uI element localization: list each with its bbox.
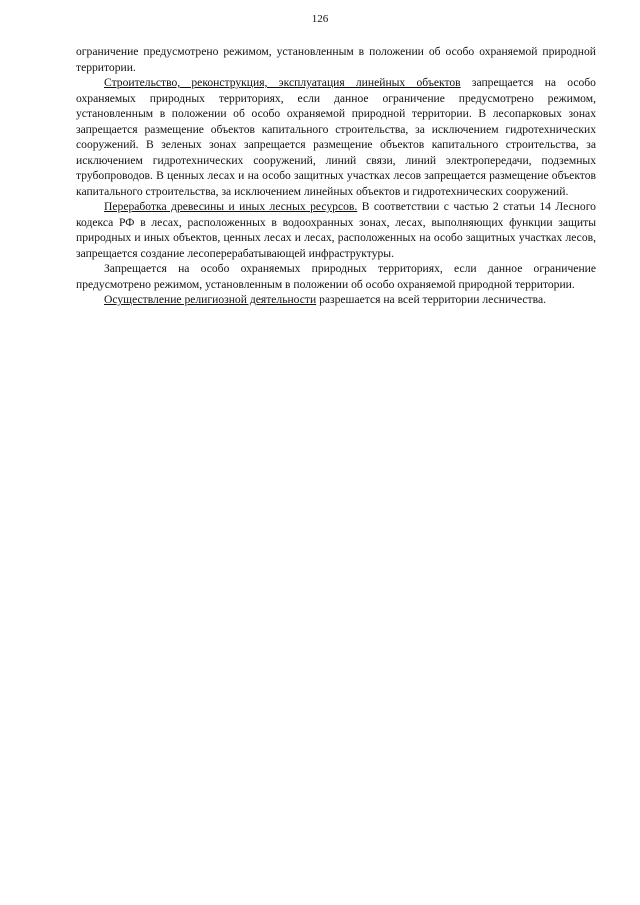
paragraph-heading: Осуществление религиозной деятельности (104, 293, 317, 306)
document-body (76, 44, 596, 308)
page-number: 126 (311, 13, 329, 25)
paragraph-heading: Строительство, реконструкция, эксплуатация линейных объектов (104, 76, 461, 89)
paragraph-text: В соответствии с частью 2 статьи 14 Лесного кодекса РФ в лесах, расположенных в водоохранных зонах, лесах, выполняющих функции защиты природных и иных объектов, ценных лесах и лесах, расположенных на особо защитных участках лесов, запрещается создание лесоперерабатывающей инфраструктуры. (76, 200, 596, 260)
paragraph-text: запрещается на особо охраняемых природных территориях, если данное ограничение предусмотрено режимом, установленным в положении об особо охраняемой природной территории. В лесопарковых зонах запрещается размещение объектов капитального строительства, за исключением гидротехнических сооружений. В зеленых зонах запрещается размещение объектов капитального строительства, за исключением гидротехнических сооружений, линий связи, линий электропередачи, подземных трубопроводов. В ценных лесах и на особо защитных участках лесов запрещается размещение объектов капитального строительства, за исключением линейных объектов и гидротехнических сооружений. (76, 76, 596, 198)
paragraph-text: разрешается на всей территории лесничества. (316, 293, 546, 306)
paragraph-heading: Переработка древесины и иных лесных ресурсов. (104, 200, 358, 213)
paragraph-linear-objects (76, 75, 596, 199)
paragraph-religious-activity (76, 292, 596, 308)
paragraph-protected-areas (76, 261, 596, 292)
paragraph-continuation (76, 44, 596, 75)
paragraph-wood-processing (76, 199, 596, 261)
paragraph-text: Запрещается на особо охраняемых природных территориях, если данное ограничение предусмотрено режимом, установленным в положении об особо охраняемой природной территории. (76, 262, 596, 291)
paragraph-text: ограничение предусмотрено режимом, установленным в положении об особо охраняемой природной территории. (76, 45, 596, 74)
